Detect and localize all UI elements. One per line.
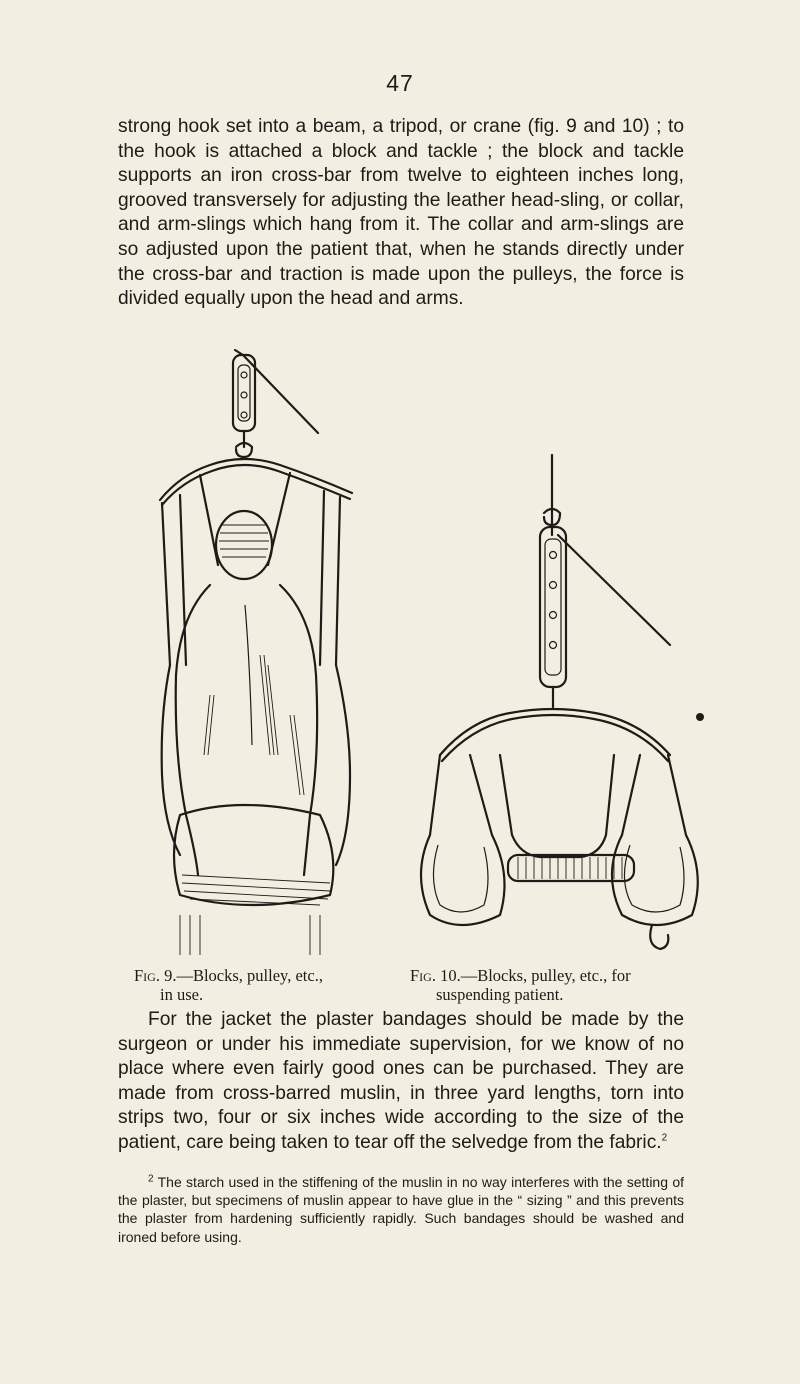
fig10-rope-diagonal bbox=[558, 535, 670, 645]
paragraph-suspension-apparatus: strong hook set into a beam, a tripod, or crane (fig. 9 and 10) ; to the hook is attached a block and tackle ; the block and tackle supports an iron cross-bar from twelve to eighteen inches long, grooved transversely for adjusting the leather head-sling, or collar, and arm-slings which hang from it. The collar and arm-slings are so adjusted upon the patient that, when he stands directly under the cross-bar and traction is made upon the pulleys, the force is divided equally upon the head and arms. bbox=[118, 116, 684, 310]
fig9-head-sling bbox=[200, 473, 290, 565]
paragraph-2-text: For the jacket the plaster bandages should be made by the surgeon or under his immediate supervision, for we know of no place where even fairly good ones can be purchased. They are made from cross-barred muslin, in three yard lengths, torn into strips two, four or six inches wide according to the size of the patient, care being taken to tear off the selvedge from the fabric. bbox=[118, 1009, 684, 1153]
figure-9-illustration bbox=[160, 350, 352, 955]
fig9-right-arm-sling bbox=[320, 491, 340, 665]
fig10-head-sling bbox=[500, 755, 614, 857]
footnote-text: The starch used in the stiffening of the muslin in no way interferes with the setting of the plaster, but specimens of muslin appear to have glue in the “ sizing ” and this prevents the plaster from hardening sufficiently rapidly. Such bandages should be washed and ironed before using. bbox=[118, 1174, 684, 1245]
fig9-head bbox=[216, 511, 272, 579]
figure-10-caption bbox=[410, 966, 710, 1004]
fig9-pulley-block bbox=[233, 355, 255, 457]
fig10-head-sling-pad bbox=[508, 855, 634, 881]
fig9-back-shading bbox=[204, 655, 304, 795]
fig9-torso-right bbox=[280, 585, 317, 875]
fig9-spine bbox=[245, 605, 252, 745]
figure-10-caption-continued: suspending patient. bbox=[436, 985, 564, 1004]
fig10-right-arm-sling bbox=[612, 755, 698, 925]
figure-9-caption bbox=[134, 966, 384, 1004]
footnote-reference: 2 bbox=[661, 1132, 668, 1144]
fig10-bottom-hook bbox=[650, 925, 668, 949]
fig10-left-arm-sling bbox=[421, 755, 505, 925]
figure-9-caption-continued: in use. bbox=[160, 985, 204, 1004]
fig10-hook-dot bbox=[696, 713, 704, 721]
footnote bbox=[118, 1173, 684, 1246]
paragraph-plaster-bandages bbox=[118, 1008, 684, 1156]
figure-10-label: Fig. 10. bbox=[410, 966, 461, 985]
figures-illustration bbox=[140, 335, 740, 960]
figure-10-illustration bbox=[421, 455, 704, 949]
fig9-left-arm-sling bbox=[162, 495, 186, 665]
fig9-torso-left bbox=[176, 585, 210, 875]
figure-10-caption-text: —Blocks, pulley, etc., for bbox=[460, 966, 631, 985]
fig9-right-arm bbox=[336, 665, 350, 865]
footnote-marker: 2 bbox=[148, 1173, 154, 1185]
figure-9-caption-text: —Blocks, pulley, etc., bbox=[176, 966, 323, 985]
page-number: 47 bbox=[386, 70, 414, 96]
figure-9-label: Fig. 9. bbox=[134, 966, 177, 985]
